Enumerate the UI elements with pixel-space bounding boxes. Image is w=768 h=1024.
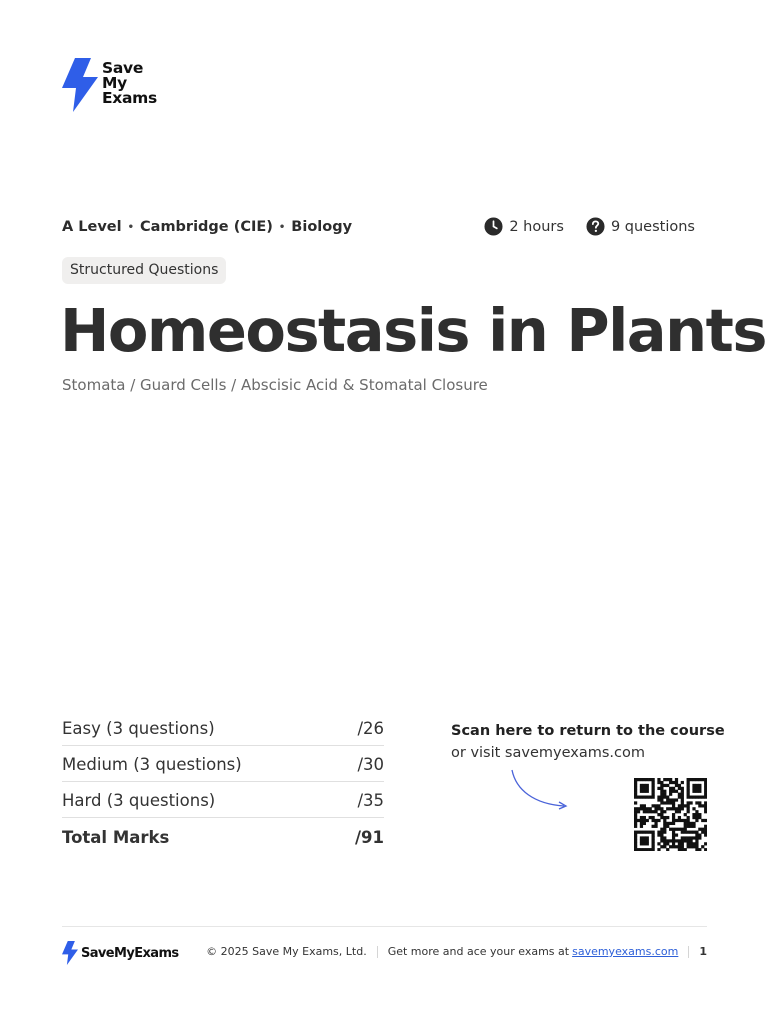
scan-title: Scan here to return to the course <box>451 723 725 739</box>
page-title: Homeostasis in Plants <box>60 296 766 365</box>
clock-icon <box>484 217 503 236</box>
marks-label: Easy (3 questions) <box>62 719 215 738</box>
logo-line: Exams <box>102 89 157 107</box>
marks-label: Medium (3 questions) <box>62 755 242 774</box>
footer-separator <box>688 946 689 958</box>
footer-separator <box>377 946 378 958</box>
footer-info <box>206 945 707 958</box>
footer-cta: Get more and ace your exams at <box>387 945 570 958</box>
footer-link[interactable]: savemyexams.com <box>572 945 679 958</box>
breadcrumb-separator: • <box>278 221 286 233</box>
logo-line: My <box>102 74 127 92</box>
breadcrumb-level: A Level <box>62 219 122 235</box>
footer-logo-text: SaveMyExams <box>81 945 179 961</box>
copyright: © 2025 Save My Exams, Ltd. <box>206 945 367 958</box>
page-subtitle: Stomata / Guard Cells / Abscisic Acid & Stomatal Closure <box>62 376 488 394</box>
page-number: 1 <box>699 945 707 958</box>
logo-line: Save <box>102 59 144 77</box>
marks-value: /35 <box>357 791 384 810</box>
breadcrumb-board: Cambridge (CIE) <box>140 219 273 235</box>
marks-table <box>62 710 384 854</box>
exam-meta <box>484 217 695 236</box>
marks-label: Total Marks <box>62 827 170 847</box>
logo <box>62 58 157 112</box>
question-mark-icon <box>586 217 605 236</box>
logo-text <box>102 61 157 106</box>
footer-divider <box>62 926 707 927</box>
scan-subtitle: or visit savemyexams.com <box>451 745 645 761</box>
question-count <box>586 217 695 236</box>
marks-label: Hard (3 questions) <box>62 791 216 810</box>
curved-arrow-icon <box>508 768 574 814</box>
marks-value: /30 <box>357 755 384 774</box>
breadcrumb-separator: • <box>127 221 135 233</box>
footer-logo <box>62 941 179 965</box>
breadcrumb <box>62 219 352 235</box>
duration-text: 2 hours <box>509 218 564 235</box>
marks-row-medium <box>62 746 384 782</box>
qr-code[interactable] <box>634 778 707 851</box>
question-count-text: 9 questions <box>610 218 695 235</box>
marks-row-hard <box>62 782 384 818</box>
lightning-bolt-icon <box>62 941 78 965</box>
marks-value: /26 <box>357 719 384 738</box>
marks-row-total <box>62 818 384 854</box>
breadcrumb-subject: Biology <box>291 219 353 235</box>
duration <box>484 217 564 236</box>
question-type-tag: Structured Questions <box>62 257 226 284</box>
marks-row-easy <box>62 710 384 746</box>
lightning-bolt-icon <box>62 58 98 112</box>
marks-value: /91 <box>355 827 384 847</box>
